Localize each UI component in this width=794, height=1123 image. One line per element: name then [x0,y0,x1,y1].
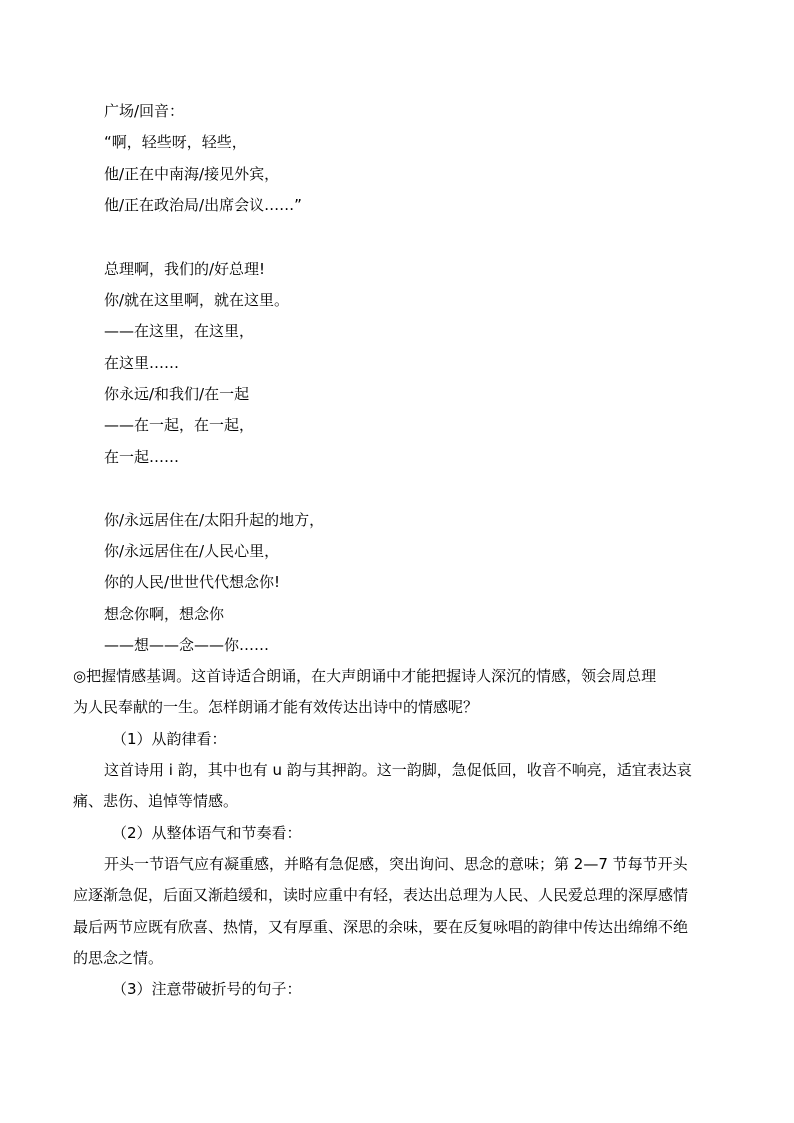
poem-line: 你/就在这里啊，就在这里。 [104,291,290,309]
analysis-intro-line-2: 为人民奉献的一生。怎样朗诵才能有效传达出诗中的情感呢？ [73,698,479,716]
point-1-heading: （1）从韵律看： [112,730,227,748]
poem-line: 你永远/和我们/在一起 [104,385,250,403]
poem-line: 你/永远居住在/太阳升起的地方， [104,511,325,529]
poem-line: 广场/回音： [104,102,185,120]
point-2-heading: （2）从整体语气和节奏看： [112,824,302,842]
poem-line: 想念你啊，想念你 [104,605,225,623]
poem-line: 你/永远居住在/人民心里， [104,542,280,560]
point-3-heading: （3）注意带破折号的句子： [112,980,302,998]
poem-line: 他/正在政治局/出席会议……” [104,196,302,214]
poem-line: ——想——念——你…… [104,636,270,654]
analysis-intro-line-1: ◎把握情感基调。这首诗适合朗诵，在大声朗诵中才能把握诗人深沉的情感，领会周总理 [73,667,657,685]
poem-line: 他/正在中南海/接见外宾， [104,165,280,183]
point-1-line-1: 这首诗用 i 韵，其中也有 u 韵与其押韵。这一韵脚，急促低回，收音不响亮，适宜表达哀 [104,761,692,779]
poem-line: “啊，轻些呀，轻些， [104,133,247,151]
poem-line: ——在一起，在一起， [104,416,255,434]
poem-line: 总理啊，我们的/好总理! [104,260,266,278]
point-1-line-2: 痛、悲伤、追悼等情感。 [73,792,239,810]
point-2-line-2: 应逐渐急促，后面又渐趋缓和，读时应重中有轻，表达出总理为人民、人民爱总理的深厚感情 [73,886,689,904]
poem-line: 你的人民/世世代代想念你! [104,573,281,591]
point-2-line-4: 的思念之情。 [73,949,164,967]
poem-line: 在一起…… [104,448,180,466]
point-2-line-3: 最后两节应既有欣喜、热情，又有厚重、深思的余味，要在反复咏唱的韵律中传达出绵绵不绝 [73,918,689,936]
point-2-line-1: 开头一节语气应有凝重感，并略有急促感，突出询问、思念的意味；第 2—7 节每节开头 [104,855,688,873]
poem-line: ——在这里，在这里， [104,322,255,340]
poem-line: 在这里…… [104,354,180,372]
